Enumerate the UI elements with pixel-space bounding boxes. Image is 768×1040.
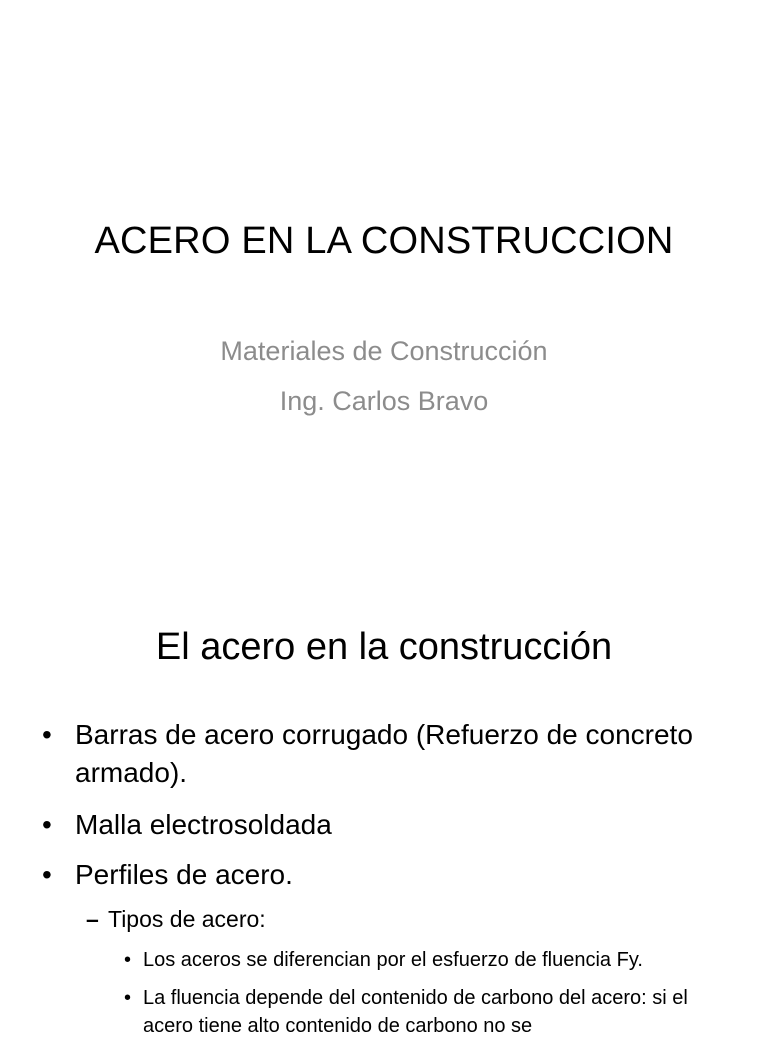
content-slide bbox=[0, 576, 768, 1037]
slide-subtitle-course: Materiales de Construcción bbox=[220, 336, 548, 366]
slide-subtitle-author: Ing. Carlos Bravo bbox=[279, 386, 489, 416]
bullet-item bbox=[42, 856, 742, 894]
bullet-marker: • bbox=[42, 859, 52, 890]
sub-sub-bullet-text: La fluencia depende del contenido de carbono del acero: si el acero tiene alto contenido de carbono no se bbox=[143, 987, 688, 1037]
bullet-text: Malla electrosoldada bbox=[75, 809, 332, 840]
slide-title: ACERO EN LA CONSTRUCCION bbox=[94, 220, 674, 262]
bullet-text: Perfiles de acero. bbox=[75, 859, 293, 890]
dash-marker: – bbox=[86, 906, 99, 932]
sub-sub-bullet-item bbox=[124, 984, 734, 1040]
sub-sub-bullet-item bbox=[124, 946, 734, 974]
bullet-marker: • bbox=[124, 949, 132, 971]
bullet-text: Barras de acero corrugado (Refuerzo de concreto armado). bbox=[75, 719, 693, 788]
bullet-marker: • bbox=[42, 719, 52, 750]
sub-bullet-item bbox=[86, 904, 746, 934]
bullet-item bbox=[42, 806, 742, 844]
bullet-marker: • bbox=[42, 809, 52, 840]
sub-sub-bullet-text: Los aceros se diferencian por el esfuerzo de fluencia Fy. bbox=[143, 949, 643, 971]
bullet-marker: • bbox=[124, 987, 132, 1009]
sub-bullet-text: Tipos de acero: bbox=[108, 906, 266, 932]
slide-title: El acero en la construcción bbox=[155, 626, 613, 668]
bullet-item bbox=[42, 716, 742, 792]
